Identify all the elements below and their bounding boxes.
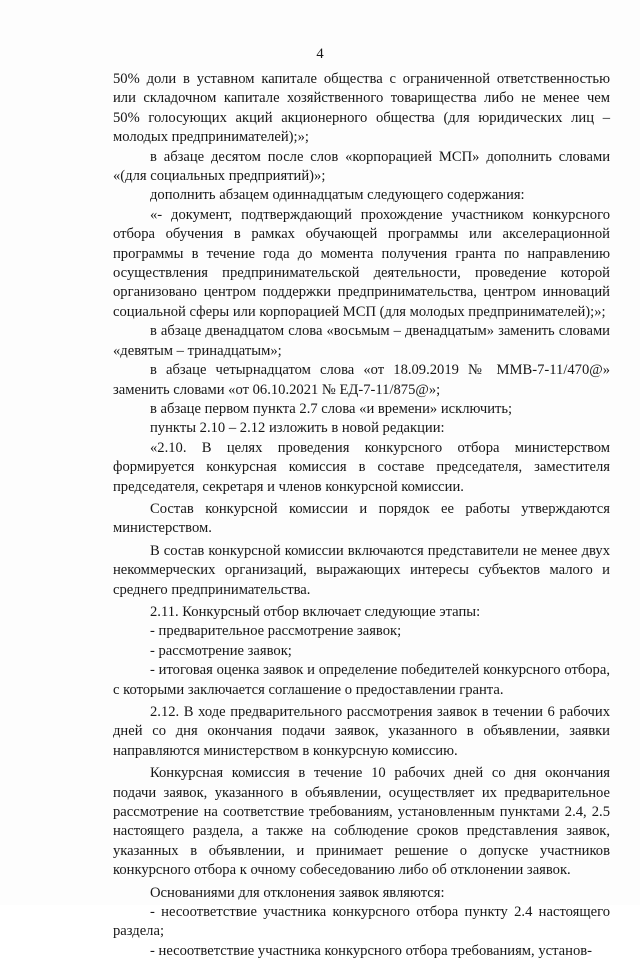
paragraph: 50% доли в уставном капитале общества с ограниченной ответственностью или складочном капитале хозяйственного товарищества либо не менее чем 50% голосующих акций акционерного общества (для юридических лиц – молодых предпринимателей);»; (113, 71, 610, 146)
paragraph: в абзаце десятом после слов «корпорацией МСП» дополнить словами «(для социальных предприятий)»; (113, 148, 610, 185)
paragraph: в абзаце первом пункта 2.7 слова «и времени» исключить; (150, 400, 513, 417)
paragraph: - итоговая оценка заявок и определение победителей конкурсного отбора, с которыми заключается соглашение о предоставлении гранта. (113, 662, 610, 698)
paragraph: - несоответствие участника конкурсного отбора требованиям, установ- (150, 942, 592, 959)
paragraph: Основаниями для отклонения заявок являются: (150, 884, 445, 901)
paragraph: 2.11. Конкурсный отбор включает следующие этапы: (150, 603, 481, 620)
paragraph: «- документ, подтверждающий прохождение участником конкурсного отбора обучения в рамках обучающей программы или акселерационной программы в течение года до момента получения гранта по направлению осуществления предпринимательской деятельности, проведение которой организовано центром поддержки предпринимательства, центром инноваций социальной сферы или корпорацией МСП (для молодых предпринимателей);»; (113, 206, 610, 320)
paragraph: 2.12. В ходе предварительного рассмотрения заявок в течении 6 рабочих дней со дня окончания подачи заявок, указанного в объявлении, заявки направляются министерством в конкурсную комиссию. (113, 704, 610, 759)
paragraph: - несоответствие участника конкурсного отбора пункту 2.4 настоящего раздела; (113, 904, 610, 940)
paragraph: В состав конкурсной комиссии включаются представители не менее двух некоммерческих организаций, выражающих интересы субъектов малого и среднего предпринимательства. (113, 542, 610, 598)
paragraph: «2.10. В целях проведения конкурсного отбора министерством формируется конкурсная комиссия в составе председателя, заместителя председателя, секретаря и членов конкурсной комиссии. (113, 439, 610, 495)
document-body (113, 70, 610, 961)
paragraph: дополнить абзацем одиннадцатым следующего содержания: (150, 187, 525, 204)
paragraph: Состав конкурсной комиссии и порядок ее работы утверждаются министерством. (113, 500, 610, 537)
paragraph: в абзаце двенадцатом слова «восьмым – двенадцатым» заменить словами «девятым – тринадцатым»; (113, 323, 610, 359)
paragraph: пункты 2.10 – 2.12 изложить в новой редакции: (150, 420, 445, 437)
paragraph: Конкурсная комиссия в течение 10 рабочих дней со дня окончания подачи заявок, указанного в объявлении, осуществляет их предварительное рассмотрение на соответствие требованиям, установленным пунктами 2.4, 2.5 настоящего раздела, а также на соблюдение сроков представления заявок, указанных в объявлении, и принимает решение о допуске участников конкурсного отбора к очному собеседованию либо об отклонении заявок. (113, 765, 610, 879)
page-number: 4 (316, 46, 324, 62)
paragraph: - предварительное рассмотрение заявок; (150, 623, 402, 640)
paragraph: - рассмотрение заявок; (150, 642, 292, 659)
paragraph: в абзаце четырнадцатом слова «от 18.09.2019 № ММВ-7-11/470@» заменить словами «от 06.10.2021 № ЕД-7-11/875@»; (113, 362, 610, 398)
